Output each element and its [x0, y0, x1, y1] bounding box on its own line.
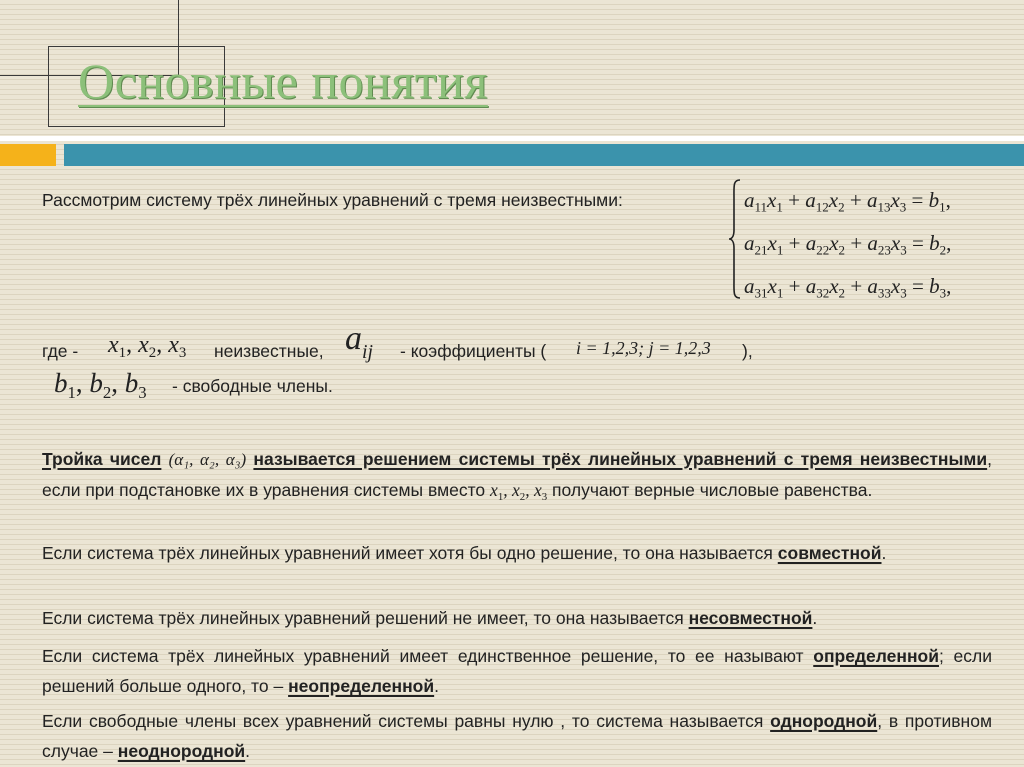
accent-bar-teal	[64, 144, 1024, 166]
equation-2: $a_{21}x_1 + a_{22}x_2 + a_{23}x_3 = b_2$,	[744, 231, 952, 258]
coefficient-label: - коэффициенты (	[400, 341, 547, 361]
triple-symbol: (α₁, α₂, α₃)	[168, 450, 247, 469]
index-ranges: i = 1,2,3; j = 1,2,3	[576, 338, 711, 358]
unknowns-inline: $x_1$, $x_2$, $x_3$	[490, 480, 548, 503]
equation-3: $a_{31}x_1 + a_{32}x_2 + a_{33}x_3 = b_3$,	[744, 274, 952, 301]
accent-bar-light	[0, 136, 1024, 141]
system-brace	[728, 178, 742, 300]
definition-inconsistent: Если система трёх линейных уравнений решений не имеет, то она называется несовместной.	[42, 608, 818, 628]
unknowns-label: неизвестные,	[214, 341, 324, 361]
free-terms-symbols: $b_1$, $b_2$, $b_3$	[54, 368, 147, 402]
free-terms-label: - свободные члены.	[172, 376, 333, 396]
index-close: ),	[742, 341, 753, 361]
definition-solution: Тройка чисел (α₁, α₂, α₃) называется решением системы трёх линейных уравнений с тремя неизвестными, если при подстановке их в уравнения системы вместо $x_1$, $x_2$, $x_3$ получают верные числовые равенства.	[42, 449, 992, 503]
definition-determinate: Если система трёх линейных уравнений имеет единственное решение, то ее называют определенной; если решений больше одного, то – неопределенной.	[42, 646, 992, 696]
frame-line-horizontal-2	[48, 46, 225, 47]
frame-line-vertical-1	[48, 46, 49, 126]
equation-1: $a_{11}x_1 + a_{12}x_2 + a_{13}x_3 = b_1$,	[744, 188, 951, 215]
page-title: Основные понятия	[78, 53, 488, 109]
frame-line-horizontal-3	[48, 126, 225, 127]
unknowns-symbols: $x_1$, $x_2$, $x_3$	[108, 332, 187, 362]
where-prefix: где -	[42, 341, 79, 361]
accent-bar-orange	[0, 144, 56, 166]
intro-text: Рассмотрим систему трёх линейных уравнений с тремя неизвестными:	[42, 190, 623, 210]
definition-homogeneous: Если свободные члены всех уравнений системы равны нулю , то система называется однородной, в противном случае – неоднородной.	[42, 711, 992, 761]
coefficient-symbol: $a_{ij}$	[345, 320, 373, 363]
definition-consistent: Если система трёх линейных уравнений имеет хотя бы одно решение, то она называется совместной.	[42, 543, 887, 563]
